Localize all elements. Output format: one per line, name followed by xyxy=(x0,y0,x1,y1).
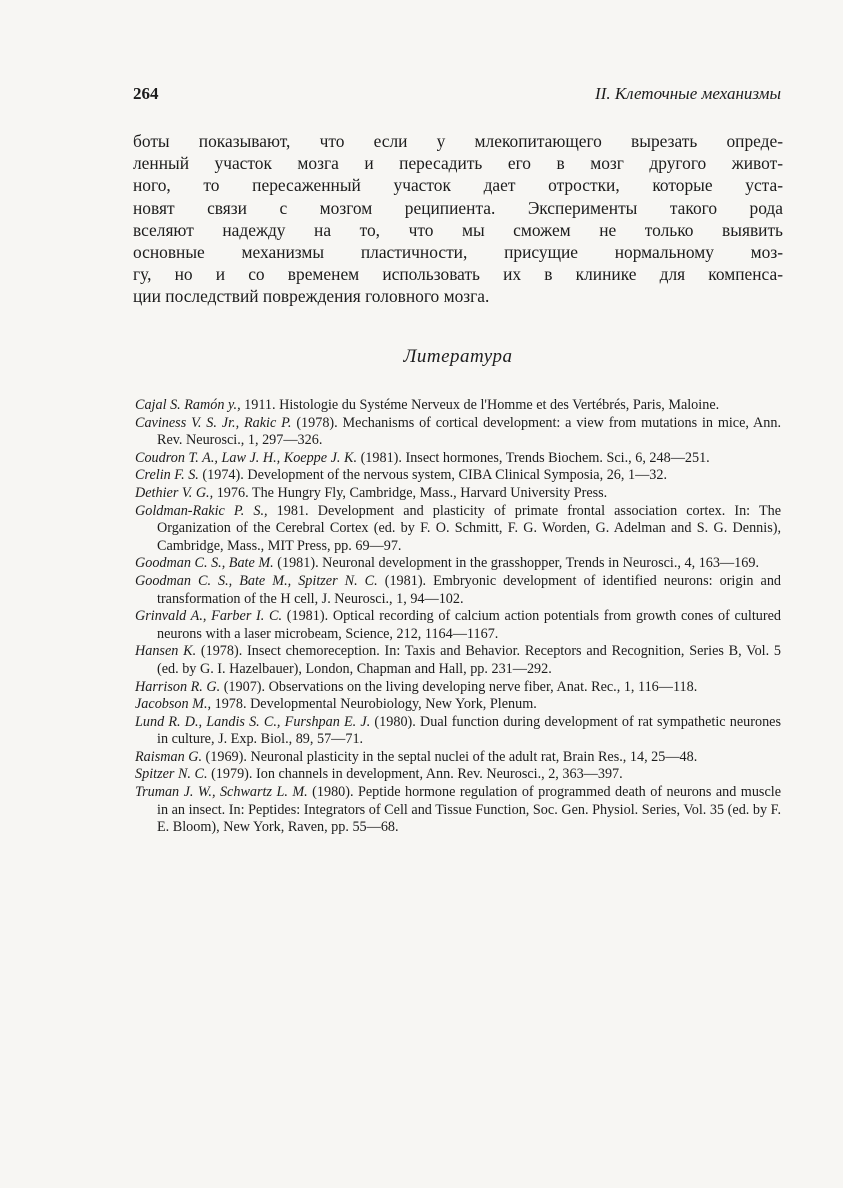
reference-authors: Spitzer N. C. xyxy=(135,766,208,783)
reference-authors: Jacobson M., xyxy=(135,696,212,713)
reference-authors: Goodman C. S., Bate M., Spitzer N. C. xyxy=(135,572,378,589)
reference-text: (1980). Peptide hormone regulation of programmed death of neurons and muscle in an insect. In: Peptides: Integrators of Cell and Tissue Function, Soc. Gen. Physiol. Series, Vol. 35 (ed. by F. E. Bloom), New York, Raven, pp. 55—68. xyxy=(157,784,781,836)
page-number: 264 xyxy=(133,84,159,103)
reference-text: (1981). Neuronal development in the grasshopper, Trends in Neurosci., 4, 163—169. xyxy=(273,555,759,572)
reference-text: (1978). Mechanisms of cortical development: a view from mutations in mice, Ann. Rev. Neurosci., 1, 297—326. xyxy=(157,414,781,449)
body-paragraph xyxy=(133,130,783,308)
reference-entry xyxy=(135,696,781,714)
reference-authors: Harrison R. G. xyxy=(135,678,221,695)
reference-authors: Raisman G. xyxy=(135,748,202,765)
body-line: гу, но и со временем использовать их в клинике для компенса- xyxy=(133,264,783,285)
reference-entry xyxy=(135,503,781,556)
reference-entry xyxy=(135,766,781,784)
body-line: ного, то пересаженный участок дает отростки, которые уста- xyxy=(133,175,783,196)
reference-authors: Coudron T. A., Law J. H., Koeppe J. K. xyxy=(135,449,358,466)
body-line: ции последствий повреждения головного мозга. xyxy=(133,286,490,307)
reference-text: (1980). Dual function during development of rat sympathetic neurones in culture, J. Exp. Biol., 89, 57—71. xyxy=(157,713,781,748)
reference-authors: Truman J. W., Schwartz L. M. xyxy=(135,784,308,801)
body-line: основные механизмы пластичности, присущие нормальному моз- xyxy=(133,242,783,263)
reference-text: (1907). Observations on the living developing nerve fiber, Anat. Rec., 1, 116—118. xyxy=(220,678,698,695)
body-line: новят связи с мозгом реципиента. Эксперименты такого рода xyxy=(133,197,783,218)
reference-text: (1969). Neuronal plasticity in the septal nuclei of the adult rat, Brain Res., 14, 25—48. xyxy=(202,748,698,765)
reference-entry xyxy=(135,397,781,415)
reference-authors: Lund R. D., Landis S. C., Furshpan E. J. xyxy=(135,713,371,730)
reference-entry xyxy=(135,555,781,573)
reference-entry xyxy=(135,784,781,837)
reference-text: 1976. The Hungry Fly, Cambridge, Mass., Harvard University Press. xyxy=(213,484,608,501)
reference-entry xyxy=(135,608,781,643)
reference-text: (1974). Development of the nervous system, CIBA Clinical Symposia, 26, 1—32. xyxy=(198,467,667,484)
reference-text: (1981). Insect hormones, Trends Biochem. Sci., 6, 248—251. xyxy=(357,449,710,466)
reference-entry xyxy=(135,450,781,468)
reference-authors: Crelin F. S. xyxy=(135,467,199,484)
reference-text: 1978. Developmental Neurobiology, New York, Plenum. xyxy=(211,696,537,713)
reference-authors: Caviness V. S. Jr., Rakic P. xyxy=(135,414,292,431)
reference-authors: Hansen K. xyxy=(135,643,197,660)
body-line: боты показывают, что если у млекопитающего вырезать опреде- xyxy=(133,131,783,151)
reference-authors: Dethier V. G., xyxy=(135,484,214,501)
references-list xyxy=(135,397,781,837)
reference-entry xyxy=(135,485,781,503)
reference-entry xyxy=(135,573,781,608)
reference-text: (1978). Insect chemoreception. In: Taxis and Behavior. Receptors and Recognition, Series B, Vol. 5 (ed. by G. I. Hazelbauer), London, Chapman and Hall, pp. 231—292. xyxy=(157,643,782,677)
references-heading: Литература xyxy=(403,346,513,367)
reference-text: (1979). Ion channels in development, Ann. Rev. Neurosci., 2, 363—397. xyxy=(207,766,623,783)
reference-authors: Cajal S. Ramón y., xyxy=(135,397,241,413)
reference-entry xyxy=(135,679,781,697)
body-line: ленный участок мозга и пересадить его в мозг другого живот- xyxy=(133,153,783,174)
reference-entry xyxy=(135,467,781,485)
reference-entry xyxy=(135,749,781,767)
reference-text: (1981). Embryonic development of identified neurons: origin and transformation of the H cell, J. Neurosci., 1, 94—102. xyxy=(157,572,782,607)
reference-entry xyxy=(135,714,781,749)
reference-text: (1981). Optical recording of calcium action potentials from growth cones of cultured neurons with a laser microbeam, Science, 212, 1164—1167. xyxy=(157,608,781,642)
running-head xyxy=(133,84,781,106)
running-section-title: II. Клеточные механизмы xyxy=(595,84,781,103)
reference-authors: Goldman-Rakic P. S., xyxy=(135,502,268,519)
reference-text: 1911. Histologie du Systéme Nerveux de l'Homme et des Vertébrés, Paris, Maloine. xyxy=(240,397,720,413)
reference-entry xyxy=(135,643,781,678)
reference-entry xyxy=(135,415,781,450)
body-line: вселяют надежду на то, что мы сможем не только выявить xyxy=(133,219,783,240)
reference-text: 1981. Development and plasticity of primate frontal association cortex. In: The Organization of the Cerebral Cortex (ed. by F. O. Schmitt, F. G. Worden, G. Adelman and S. G. Dennis), Cambridge, Mass., MIT Press, pp. 69—97. xyxy=(157,502,781,554)
reference-authors: Goodman C. S., Bate M. xyxy=(135,555,274,572)
reference-authors: Grinvald A., Farber I. C. xyxy=(135,608,283,625)
